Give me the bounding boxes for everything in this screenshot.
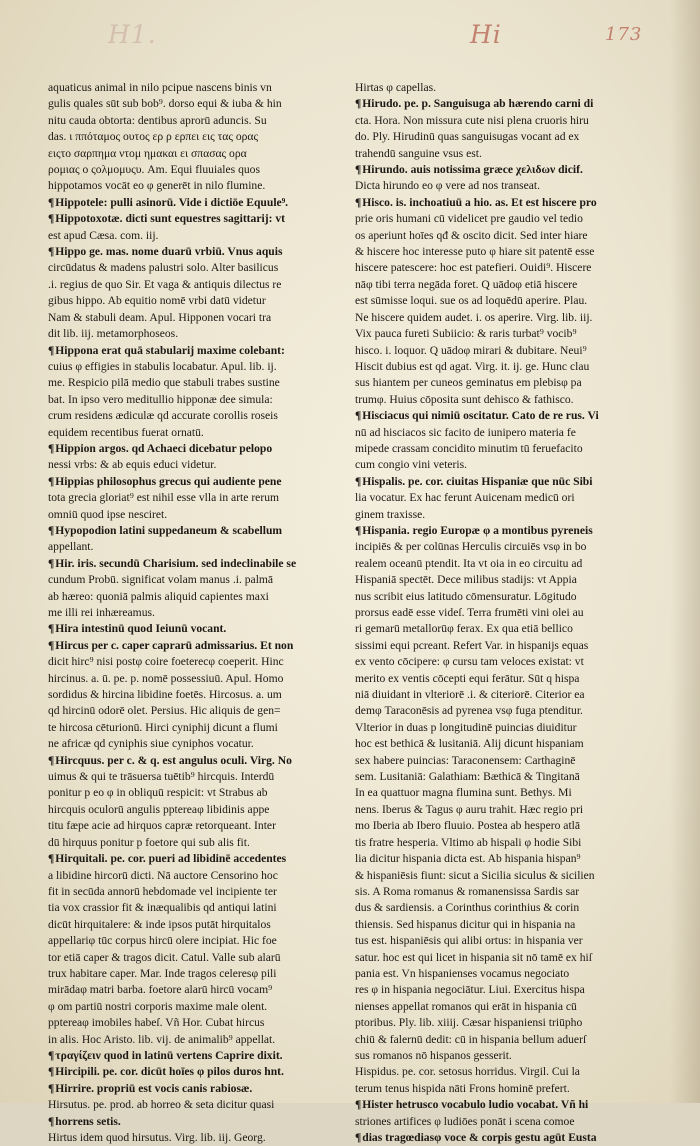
text-line: sus hiantem per cuneos geminatus em plebisφ pa	[355, 376, 582, 390]
text-line: Dicta hirundo eo φ vere ad nos transeat.	[355, 179, 541, 193]
text-line: & hiscere hoc interesse puto φ hiare sit patentē esse	[355, 245, 595, 259]
text-line: nens. Iberus & Tagus φ auru trahit. Hæc regio pri	[355, 802, 584, 816]
text-line: prorsus eadē esse videſ. Terra frumēti vini olei au	[355, 606, 584, 619]
text-line: ειςτο σαρπημα ντομ ημακαι ει σπασας ορα	[48, 146, 247, 160]
text-line: niā diuidant in vlteriorē .i. & citeriorē. Citerior ea	[355, 688, 585, 702]
text-line: tis fratre hesperia. Vltimo ab hispali φ hodie Sibi	[355, 835, 582, 849]
text-line: ex vento cōcipere: φ cursu tam veloces existat: vt	[355, 655, 584, 669]
text-line: est apud Cæsa. com. iij.	[48, 228, 159, 242]
dictionary-entry-line: ¶ Hirrire. propriū est vocis canis rabiosæ.	[48, 1081, 336, 1097]
text-line: & hispaniēsis fiunt: sicut a Sicilia siculus & sicilien	[355, 868, 595, 882]
text-line: qd hircinū odorē olet. Persius. Hic aliquis de gen=	[48, 704, 281, 718]
text-line: Nam & stabuli deam. Apul. Hipponen vocari tra	[48, 310, 272, 324]
text-line: appellariφ tūc corpus hircū olere incipiat. Hic foe	[48, 934, 277, 948]
dictionary-entry-line: ¶ Hippias philosophus grecus qui audiente pene	[48, 474, 336, 490]
text-line: a libidine hircorū dicti. Nā auctore Censorino hoc	[48, 868, 278, 882]
text-line: me illi rei inhæreamus.	[48, 606, 155, 619]
text-line: merito ex ventis cōcepti equi ferātur. Sūt q hispa	[355, 671, 580, 685]
text-line: cundum Probū. significat volam manus .i. palmā	[48, 573, 274, 587]
text-line: Ne hiscere quidem audet. i. os aperire. Virg. lib. iij.	[355, 310, 593, 324]
text-line: das. ι ππόταμος ουτος ερ ρ ερπει εις τας ορας	[48, 130, 259, 144]
dictionary-entry-line: ¶ Hir. iris. secundū Charisium. sed indeclinabile se	[48, 556, 336, 572]
text-line: nessi vrbs: & ab equis educi videtur.	[48, 458, 217, 472]
text-line: tus est. hispaniēsis qui alibi ortus: in hispania ver	[355, 934, 583, 948]
text-line: In ea quattuor magna flumina sunt. Bethys. Mi	[355, 786, 572, 800]
text-line: ri gemarū metallorūφ ferax. Ex qua etiā bellico	[355, 622, 573, 636]
text-line: lia vocatur. Ex hac ferunt Auicenam medicū ori	[355, 491, 575, 505]
text-line: Hirsutus. pe. prod. ab horreo & seta dicitur quasi	[48, 1098, 275, 1112]
text-line: gibus hippo. Ab equitio nomē vrbi datū videtur	[48, 294, 266, 308]
header-folio-number: 173	[605, 24, 643, 45]
text-line: dus & sardiensis. a Corinthus corinthius & corin	[355, 901, 580, 915]
dictionary-entry-line: ¶ Hispalis. pe. cor. ciuitas Hispaniæ que nūc Sibi	[355, 474, 645, 490]
text-line: est sūmisse loqui. sue os ad loquēdū aperire. Plau.	[355, 294, 588, 308]
text-line: crum residens ædiculæ qd accurate corollis roseis	[48, 409, 278, 423]
text-line: appellant.	[48, 540, 94, 554]
text-line: tia vox crassior fit & inæqualibis qd antiqui latini	[48, 901, 277, 915]
text-line: equidem recentibus fuerat ornatū.	[48, 425, 204, 439]
text-line: nitu cauda obtorta: dentibus aprorū aduncis. Su	[48, 113, 267, 127]
text-line: trux habitare caper. Mar. Inde tragos celeresφ pili	[48, 966, 277, 980]
text-line: hiscere patescere: hoc est patefieri. Ouidi⁹. Hiscere	[355, 261, 592, 275]
text-line: prie oris humani cū videlicet pre gaudio vel tedio	[355, 212, 583, 226]
text-line: gulis quales sūt sub bob⁹. dorso equi & iuba & hin	[48, 97, 282, 111]
text-line: demφ Taraconēsis ad pyrenea vsφ fuga ptenditur.	[355, 704, 583, 718]
text-line: ptoribus. Ply. lib. xiiij. Cæsar hispaniensi triūpho	[355, 1016, 583, 1030]
text-line: ne africæ qd cyniphis siue cyniphos vocatur.	[48, 737, 254, 751]
text-line: ρομιας ο ςολμομυςυ. Am. Equi fluuiales quos	[48, 163, 260, 177]
dictionary-entry-line: ¶ Hisco. is. inchoatiuū a hio. as. Et est hiscere pro	[355, 195, 645, 211]
dictionary-entry-line: ¶ Hippotoxotæ. dicti sunt equestres sagittarij: vt	[48, 211, 336, 227]
text-line: fit in secūda annorū hebdomade vel incipiente ter	[48, 884, 277, 898]
text-line: res φ in hispania negociātur. Liui. Exercitus hispa	[355, 983, 585, 997]
text-line: sissimi equi pcreant. Refert Var. in hispanijs equas	[355, 638, 589, 652]
header-faded-annotation: H1.	[108, 20, 157, 49]
text-line: sem. Lusitaniā: Galathiam: Bæthicā & Tingitanā	[355, 770, 580, 784]
text-line: nus scribit eius latitudo cōmensuratur. Lōgitudo	[355, 589, 577, 603]
dictionary-entry-line: ¶ Hippona erat quā stabularij maxime colebant:	[48, 343, 336, 359]
text-line: φ om partiū nostri corporis maxime male olent.	[48, 999, 268, 1013]
dictionary-entry-line: ¶ τραγίζειν quod in latinū vertens Caprire dixit.	[48, 1048, 336, 1064]
text-line: trahendū sanguine vsus est.	[355, 146, 482, 160]
page-edge-shadow	[670, 0, 700, 1103]
text-line: terum tenus hispida nāti Frons hominē prefert.	[355, 1081, 570, 1095]
text-line: Hispidus. pe. cor. setosus horridus. Virgil. Cui la	[355, 1065, 580, 1079]
text-line: .i. regius de quo Sir. Et vaga & antiquis dilectus re	[48, 277, 282, 291]
text-line: mo Iberia ab Ibero fluuio. Postea ab hespero atlā	[355, 819, 581, 833]
text-line: uimus & qui te trāsuersa tuētib⁹ hircquis. Interdū	[48, 770, 275, 784]
text-line: trumφ. Huius cōposita sunt dehisco & fathisco.	[355, 392, 574, 406]
text-line: sus romanos nō hispanos gesserit.	[355, 1048, 512, 1062]
dictionary-entry-line: ¶ Hippo ge. mas. nome duarū vrbiū. Vnus aquis	[48, 244, 336, 260]
text-column-left	[48, 80, 336, 1146]
text-line: satur. hoc est qui licet in hispania sit nō tamē ex hiſ	[355, 950, 592, 964]
text-line: mipede crassam concidito minutim tū feruefacito	[355, 441, 583, 455]
text-line: lia dicitur hispania dicta est. Ab hispania hispan⁹	[355, 852, 581, 866]
dictionary-entry-line: ¶ Hircquus. per c. & q. est angulus oculi. Virg. No	[48, 753, 336, 769]
text-line: te hircosa cēturionū. Hirci cyniphij dicunt a flumi	[48, 720, 278, 734]
text-line: striones artifices φ ludiōes ponāt i scena comoe	[355, 1114, 575, 1128]
text-line: ponitur p eo φ in obliquū respicit: vt Strabus ab	[48, 786, 268, 800]
text-line: hircinus. a. ū. pe. p. nomē possessiuū. Apul. Homo	[48, 671, 284, 685]
text-line: omniū quod ipse nesciret.	[48, 507, 168, 521]
text-line: do. Ply. Hirudinū quas sanguisugas vocant ad ex	[355, 130, 580, 144]
text-line: nāφ tibi terra negāda foret. Q uādoφ etiā hiscere	[355, 277, 578, 291]
text-line: in alis. Hoc Aristo. lib. vij. de animalib⁹ appellat.	[48, 1032, 276, 1046]
text-line: mirādaφ matri barba. foetore alarū hircū vocam⁹	[48, 983, 273, 997]
text-line: tota grecia gloriat⁹ est nihil esse vlla in arte rerum	[48, 491, 280, 505]
dictionary-entry-line: ¶ horrens setis.	[48, 1114, 336, 1130]
text-line: me. Respicio pilā medio que stabuli trabes sustine	[48, 376, 280, 390]
header-running-title: Hi	[470, 20, 502, 49]
dictionary-entry-line: ¶ dias tragœdiasφ voce & corpis gestu agūt Eusta	[355, 1130, 645, 1146]
dictionary-entry-line: ¶ Hirudo. pe. p. Sanguisuga ab hærendo carni di	[355, 96, 645, 112]
text-line: Hirtus idem quod hirsutus. Virg. lib. iij. Georg.	[48, 1131, 266, 1144]
dictionary-entry-line: ¶ Hirquitali. pe. cor. pueri ad libidinē accedentes	[48, 851, 336, 867]
dictionary-entry-line: ¶ Hypopodion latini suppedaneum & scabellum	[48, 523, 336, 539]
text-line: tor etiā caper & tragos dicit. Catul. Valle sub alarū	[48, 950, 281, 964]
dictionary-entry-line: ¶ Hisciacus qui nimiū oscitatur. Cato de re rus. Vi	[355, 408, 645, 424]
text-line: thiensis. Sed hispanus dicitur qui in hispania na	[355, 917, 576, 931]
text-line: Hispaniā spectēt. Dece milibus stadijs: vt Appia	[355, 573, 577, 587]
text-line: hircquis oculorū angulis pptereaφ libidinis appe	[48, 802, 270, 816]
text-line: sex habere puincias: Taraconensem: Carthaginē	[355, 753, 576, 767]
text-line: dū hirquus ponitur p foetore qui sub alis fit.	[48, 835, 250, 849]
text-line: sordidus & hircina libidine foetēs. Hircosus. a. um	[48, 688, 282, 702]
text-line: hoc est bethicā & lusitaniā. Alij dicunt hispaniam	[355, 737, 584, 751]
text-line: ab hæreo: quoniā palmis aliquid capientes maxi	[48, 589, 269, 603]
text-line: Hiscit dubius est qd agat. Virg. it. ij. ge. Hunc clau	[355, 359, 590, 373]
text-line: hippotamos vocāt eo φ generēt in nilo flumine.	[48, 179, 266, 193]
dictionary-entry-line: ¶ Hippotele: pulli asinorū. Vide i dictiōe Equule⁹.	[48, 195, 336, 211]
text-line: bat. In ipso vero meditullio hipponæ dee simula:	[48, 392, 273, 406]
text-line: Vlterior in duas p longitudinē puincias diuiditur	[355, 720, 577, 734]
text-line: nienses appellat romanos qui erāt in hispania cū	[355, 999, 577, 1013]
text-line: sis. A Roma romanus & romanensissa Sardis sar	[355, 884, 580, 898]
dictionary-entry-line: ¶ Hippion argos. qd Achaeci dicebatur pelopo	[48, 441, 336, 457]
text-line: cuius φ effigies in stabulis locabatur. Apul. lib. ij.	[48, 359, 277, 373]
text-line: nū ad hisciacos sic facito de iunipero materia fe	[355, 425, 576, 439]
dictionary-entry-line: ¶ Hircus per c. caper caprarū admissarius. Et non	[48, 638, 336, 654]
text-line: hisco. i. loquor. Q uādoφ mirari & dubitare. Neui⁹	[355, 343, 587, 357]
text-line: cta. Hora. Non missura cute nisi plena cruoris hiru	[355, 113, 589, 127]
text-line: realem oceanū ptendit. Ita vt oia in eo circuitu ad	[355, 556, 583, 570]
dictionary-entry-line: ¶ Hirundo. auis notissima græce χελιδων dicif.	[355, 162, 645, 178]
text-line: Vix pauca fureti Subiicio: & raris turbat⁹ vocib⁹	[355, 327, 577, 341]
text-line: pania est. Vn hispanienses vocamus negociato	[355, 966, 570, 980]
text-line: circūdatus & madens palustri solo. Alter basilicus	[48, 261, 279, 275]
text-line: ginem traxisse.	[355, 507, 426, 521]
text-line: chiū & falernū dedit: cū in hispania bellum aduerſ	[355, 1032, 587, 1046]
text-line: titu fæpe acie ad hirquos capræ retorqueant. Inter	[48, 819, 276, 833]
text-line: os aperiunt hoīes qđ & oscito dicit. Sed inter hiare	[355, 228, 588, 242]
text-line: pptereaφ imobiles habeſ. Vñ Hor. Cubat hircus	[48, 1016, 265, 1030]
dictionary-entry-line: ¶ Hispania. regio Europæ φ a montibus pyreneis	[355, 523, 645, 539]
text-line: Hirtas φ capellas.	[355, 81, 437, 94]
text-line: dicit hirc⁹ nisi postφ coire foeterecφ coeperit. Hinc	[48, 655, 284, 669]
dictionary-entry-line: ¶ Hister hetrusco vocabulo ludio vocabat. Vñ hi	[355, 1097, 645, 1113]
text-line: aquaticus animal in nilo pcipue nascens binis vn	[48, 81, 272, 94]
text-line: incipiēs & per colūnas Herculis circuiēs vsφ in bo	[355, 540, 587, 554]
dictionary-entry-line: ¶ Hircipili. pe. cor. dicūt hoīes φ pilos duros hnt.	[48, 1064, 336, 1080]
text-column-right	[355, 80, 645, 1146]
dictionary-entry-line: ¶ Hira intestinū quod Ieiunū vocant.	[48, 621, 336, 637]
text-line: dit lib. iij. metamorphoseos.	[48, 327, 179, 341]
text-line: cum congio vini veteris.	[355, 458, 468, 472]
text-line: dicūt hirquitalere: & inde ipsos putāt hirquitalos	[48, 917, 271, 931]
